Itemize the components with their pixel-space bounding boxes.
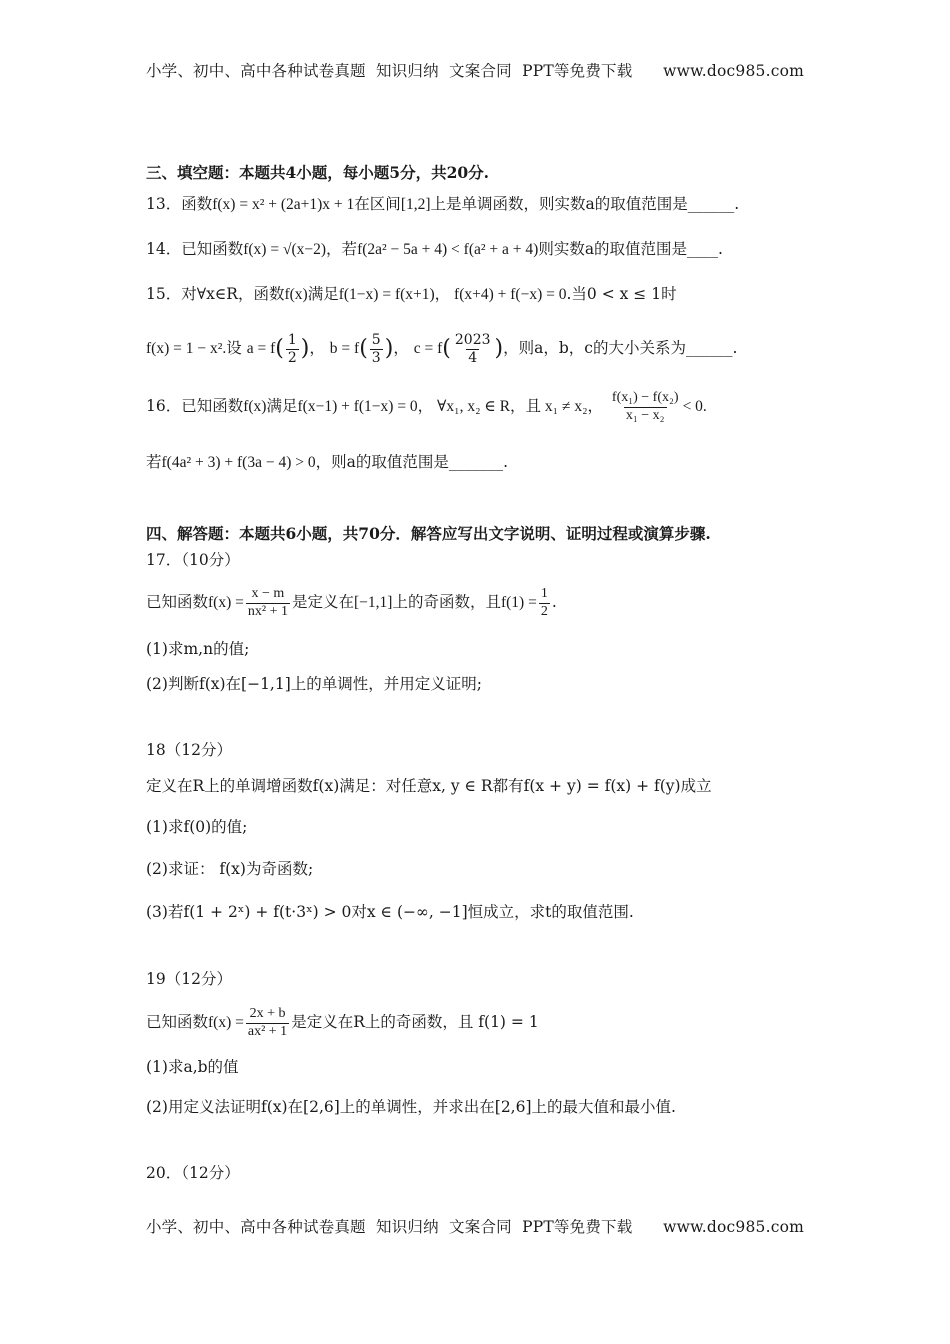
q16-frac-suffix: < 0.	[682, 398, 707, 415]
q15-line2-expr: f(x) = 1 − x².	[146, 340, 227, 357]
q17-value-fraction	[539, 586, 550, 619]
section-4-title: 四、解答题：本题共6小题，共70分．解答应写出文字说明、证明过程或演算步骤.	[146, 524, 711, 543]
q13-interval: [1,2]	[400, 196, 431, 213]
q19-part-2: (2)用定义法证明f(x)在[2,6]上的单调性，并求出在[2,6]上的最大值和最小值.	[146, 1098, 676, 1116]
q19-head: 19（12分）	[146, 970, 232, 988]
q17-val-num: 1	[540, 586, 548, 602]
q14-expr: f(x) = √(x−2)	[243, 241, 327, 258]
page-footer: 小学、初中、高中各种试卷真题 知识归纳 文案合同 PPT等免费下载 www.doc985.com	[145, 1218, 805, 1236]
q15-line1-prefix: 15．对∀x∈R，函数	[146, 285, 285, 303]
q14-suffix: 则实数a的取值范围是____.	[538, 240, 723, 258]
q15-a-label: a = f	[246, 340, 276, 357]
q15-b-fraction	[370, 332, 383, 365]
q19-fraction	[246, 1006, 289, 1039]
question-17-line-1	[146, 580, 557, 625]
question-16-line-2	[146, 455, 508, 471]
q14-prefix: 14．已知函数	[146, 240, 244, 258]
question-15-line-1	[146, 287, 677, 303]
question-15-line-2: f(x) = 1 − x².设 a = f( $\frac{1}{2}$ )， b = f( $\frac{5}{3}$ )， c = f( $\frac{2023}{4}$ )，则a，b，c的大小关系为______.	[146, 332, 738, 366]
q18-part-2: (2)求证： f(x)为奇函数;	[146, 860, 314, 878]
q15-c-label: c = f	[413, 340, 443, 357]
q16-line1-cond: f(x−1) + f(1−x) = 0， ∀x₁, x₂ ∈ R，且 x₁ ≠ x₂，	[297, 398, 603, 415]
q17-line1-prefix: 已知函数	[146, 593, 209, 611]
q16-frac-num: f(x₁) − f(x₂)	[611, 390, 679, 406]
q15-line2-suffix: ，则a，b，c的大小关系为______.	[503, 339, 738, 357]
q15-b-label: b = f	[329, 340, 360, 357]
q15-a-num: 1	[287, 332, 297, 349]
q17-line1-mid2: 上的奇函数，且	[392, 593, 501, 611]
q19-line1-suffix: 是定义在R上的奇函数，且 f(1) = 1	[291, 1013, 539, 1031]
q13-expr: f(x) = x² + (2a+1)x + 1	[212, 196, 355, 213]
q15-a-fraction	[286, 332, 299, 365]
q18-part-1: (1)求f(0)的值;	[146, 818, 248, 836]
q17-part-2: (2)判断f(x)在[−1,1]上的单调性，并用定义证明;	[146, 675, 482, 693]
q15-a-den: 2	[287, 349, 297, 366]
q14-cond: f(2a² − 5a + 4) < f(a² + a + 4)	[357, 241, 539, 258]
q17-frac-num: x − m	[251, 586, 285, 602]
q17-part-1: (1)求m,n的值;	[146, 640, 250, 658]
q17-val-den: 2	[540, 603, 548, 619]
q18-part-3: (3)若f(1 + 2ˣ) + f(t·3ˣ) > 0对x ∈ (−∞, −1]恒成立，求t的取值范围.	[146, 903, 634, 921]
q15-c-num: 2023	[454, 332, 491, 349]
q17-line1-end: .	[551, 593, 557, 611]
q17-head: 17．（10分）	[146, 551, 240, 569]
q18-line-1: 定义在R上的单调增函数f(x)满足：对任意x, y ∈ R都有f(x + y) = f(x) + f(y)成立	[146, 777, 712, 795]
q16-fraction	[610, 390, 681, 423]
question-16-line-1	[146, 386, 707, 427]
q15-line1-mid: 满足	[307, 285, 339, 303]
q16-line1-expr: f(x)	[243, 398, 267, 415]
q16-line1-mid: 满足	[266, 397, 298, 415]
q13-mid: 在区间	[354, 195, 401, 213]
q17-line1-lhs: f(x) =	[208, 594, 244, 611]
q18-head: 18（12分）	[146, 741, 232, 759]
q20-head: 20．（12分）	[146, 1164, 240, 1182]
q16-line2-prefix: 若	[146, 453, 162, 471]
q15-line2-set: 设	[226, 339, 242, 357]
q15-c-den: 4	[468, 349, 478, 366]
q17-line1-mid: 是定义在	[291, 593, 354, 611]
q16-line1-prefix: 16．已知函数	[146, 397, 244, 415]
question-19-line-1	[146, 1000, 539, 1045]
q16-line2-cond: f(4a² + 3) + f(3a − 4) > 0	[161, 454, 316, 471]
q15-line1-cond: f(1−x) = f(x+1)， f(x+4) + f(−x) = 0	[338, 286, 567, 303]
q17-interval: [−1,1]	[353, 594, 393, 611]
section-3-title: 三、填空题：本题共4小题，每小题5分，共20分.	[146, 163, 490, 182]
q19-line1-prefix: 已知函数	[146, 1013, 209, 1031]
q15-c-fraction	[453, 332, 493, 365]
q17-line1-lhs2: f(1) =	[500, 594, 537, 611]
q13-suffix: 上是单调函数，则实数a的取值范围是______.	[430, 195, 740, 213]
q19-line1-lhs: f(x) =	[208, 1014, 244, 1031]
q17-fraction	[246, 586, 290, 619]
q15-b-den: 3	[371, 349, 381, 366]
q19-frac-den: ax² + 1	[247, 1023, 288, 1039]
question-14	[146, 242, 723, 258]
question-13	[146, 197, 739, 213]
q13-prefix: 13．函数	[146, 195, 213, 213]
q19-frac-num: 2x + b	[249, 1006, 286, 1022]
q14-mid: ，若	[326, 240, 358, 258]
q15-line1-expr: f(x)	[284, 286, 308, 303]
q17-frac-den: nx² + 1	[247, 603, 288, 619]
q19-part-1: (1)求a,b的值	[146, 1058, 239, 1076]
page-header: 小学、初中、高中各种试卷真题 知识归纳 文案合同 PPT等免费下载 www.doc985.com	[145, 62, 805, 80]
q16-frac-den: x₁ − x₂	[625, 407, 665, 423]
q15-line1-suffix: .当0 < x ≤ 1时	[566, 285, 677, 303]
q15-b-num: 5	[371, 332, 381, 349]
q16-line2-suffix: ，则a的取值范围是_______.	[315, 453, 509, 471]
